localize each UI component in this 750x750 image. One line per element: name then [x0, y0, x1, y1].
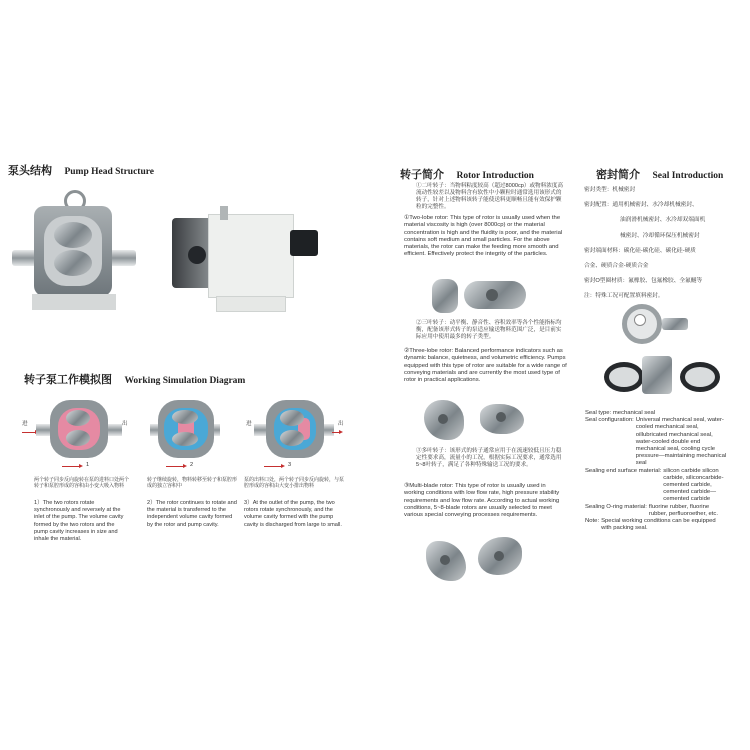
seal-oring-row	[585, 504, 727, 518]
working-title-en: Working Simulation Diagram	[124, 376, 246, 386]
pump-head-title-en: Pump Head Structure	[64, 167, 154, 177]
seal-cn-line-8: 注：特殊工况可配置填料密封。	[584, 293, 664, 300]
working-heading	[24, 370, 245, 388]
seal-cn-line-2: 密封配置：通用机械密封、水冷却机械密封、	[584, 202, 698, 209]
seal-config-label: Seal configuration:	[585, 417, 634, 424]
rotor-heading	[400, 165, 534, 183]
rotor-p3-en: ③Multi-blade rotor: This type of rotor is usually used in working conditions with low flow rate, high pressure stability requirements and low flow rate. According to actual working conditions, 5~8-blade rotors are usually selected to meet various special conveying processes requirements.	[404, 483, 560, 519]
seal-oring-value: fluorine rubber, fluorine rubber, perfluoroether, etc.	[648, 503, 718, 517]
step-2-cn: 转子继续旋转，物料转移至转子和泵腔形成的独立容积中	[147, 477, 238, 490]
step-arrow-1	[62, 466, 80, 467]
working-diagram-2	[150, 396, 220, 462]
seal-note-value: Special working conditions can be equipped with packing seal.	[601, 518, 716, 532]
multi-blade-rotor-photo	[420, 535, 540, 585]
step-arrow-2	[166, 466, 184, 467]
seal-cn-line-7: 密封O型圈材质：氟橡胶、包氟橡胶、全氟醚等	[584, 278, 703, 285]
seal-en-block	[585, 410, 727, 532]
pump-head-front-photo	[12, 190, 136, 318]
step-number-2: 2	[190, 462, 194, 468]
seal-surface-row	[585, 468, 727, 504]
seal-type-value: mechanical seal	[612, 410, 656, 416]
seal-config-row	[585, 417, 727, 467]
step-1-cn: 两个转子同步反向旋转在泵的进料口处两个转子和泵腔形成的容积由小变大吸入物料	[34, 477, 130, 490]
pump-head-title-cn: 泵头结构	[8, 165, 52, 177]
two-lobe-rotor-photo	[428, 275, 544, 315]
seal-cn-block	[584, 183, 744, 305]
seal-cn-line-5: 密封端面材料：碳化硅-碳化硅、碳化硅-硬质	[584, 247, 696, 254]
seal-cn-line-6: 合金、硬质合金-硬质合金	[584, 263, 649, 270]
step-1-en: 1）The two rotors rotate synchronously and reversely at the inlet of the pump. The volume cavity formed by the two rotors and the pump cavity increases in size and inhale the material.	[34, 500, 124, 543]
step-number-1: 1	[86, 462, 90, 468]
rotor-p3-cn: ③多叶转子：该形式的转子通常应用于在流速较低且压力稳定性要求高，流量小的工况，根据实际工况要求，通常选用5~8叶转子，满足了各种特殊输送工况的要求。	[416, 448, 562, 468]
seal-cn-line-4: 械密封、冷却循环保压机械密封	[620, 232, 700, 239]
step-3-cn: 泵的出料口处，两个转子同步反向旋转，与泵腔形成的容积由大变小排出物料	[244, 477, 345, 490]
working-diagram-3	[246, 396, 346, 462]
pump-side-photo	[172, 200, 327, 315]
seal-note-label: Note:	[585, 518, 600, 525]
seal-cn-line-1: 密封类型：机械密封	[584, 187, 636, 193]
seal-surface-value: silicon carbide silicon carbide, siliconcarbide-cemented carbide, cemented carbide—cemented carbide	[663, 467, 724, 503]
three-lobe-rotor-photo	[424, 398, 534, 444]
step-3-en: 3）At the outlet of the pump, the two rotors rotate synchronously, and the volume cavity formed with the pump cavity is discharged from large to small.	[244, 500, 342, 528]
mechanical-seal-photo	[596, 300, 726, 400]
rotor-p2-en: ②Three-lobe rotor: Balanced performance indicators such as dynamic balance, quietness, and volumetric efficiency. Pumps equipped with this type of rotor are suitable for a wide range of conveying materials and are currently the most used type of rotor in practical applications.	[404, 348, 567, 384]
outlet-label-1: 出	[122, 421, 128, 427]
step-number-3: 3	[288, 462, 292, 468]
seal-oring-label: Sealing O-ring material:	[585, 503, 647, 510]
step-2-en: 2）The rotor continues to rotate and the material is transferred to the independent volume cavity formed by the rotor and pump cavity.	[147, 500, 237, 528]
seal-type-label: Seal type:	[585, 410, 612, 416]
rotor-p1-cn: ①二叶转子：当物料粘度较高（超过8000cp）或物料浓度高流动性较差以及物料含有软性中小颗粒时通常选用该形式的转子，针对上述物料该转子能使送料更顺畅且能有效保护颗粒的完整性。	[416, 183, 564, 210]
seal-heading	[596, 165, 723, 183]
seal-note-row	[585, 518, 727, 532]
working-diagram-1	[22, 396, 132, 462]
seal-cn-line-3: 油润滑机械密封、水冷却双端面机	[620, 217, 706, 224]
seal-title-en: Seal Introduction	[652, 171, 724, 181]
working-title-cn: 转子泵工作模拟图	[24, 374, 112, 386]
inlet-label-3: 进	[246, 421, 252, 427]
seal-type-row	[585, 410, 727, 417]
step-arrow-3	[264, 466, 282, 467]
seal-title-cn: 密封简介	[596, 169, 640, 181]
inlet-label-1: 进	[22, 421, 28, 427]
outlet-label-3: 出	[338, 421, 344, 427]
pump-head-heading	[8, 161, 154, 179]
rotor-p2-cn: ②三叶转子：动平衡、静音性、容积效率等各个性能指标均衡，配备该形式转子的泵适应输送物料范围广泛，是目前实际应用中使用最多的转子类型。	[416, 320, 562, 340]
rotor-p1-en: ①Two-lobe rotor: This type of rotor is usually used when the material viscosity is high (over 8000cp) or the material concentration is high and the fluidity is poor, and the material contains soft medium and small particles. For the above materials, the rotor can make the feeding more smooth and efficient. Effectively protect the integrity of the particles.	[404, 215, 563, 258]
rotor-title-cn: 转子简介	[400, 169, 444, 181]
seal-surface-label: Sealing end surface material:	[585, 467, 662, 474]
rotor-title-en: Rotor Introduction	[456, 171, 534, 181]
seal-config-value: Universal mechanical seal, water-cooled mechanical seal, oillubricated mechanical seal, water-cooled double end mechanical seal, cooling cycle pressure—maintaining mechanical seal	[635, 417, 727, 467]
